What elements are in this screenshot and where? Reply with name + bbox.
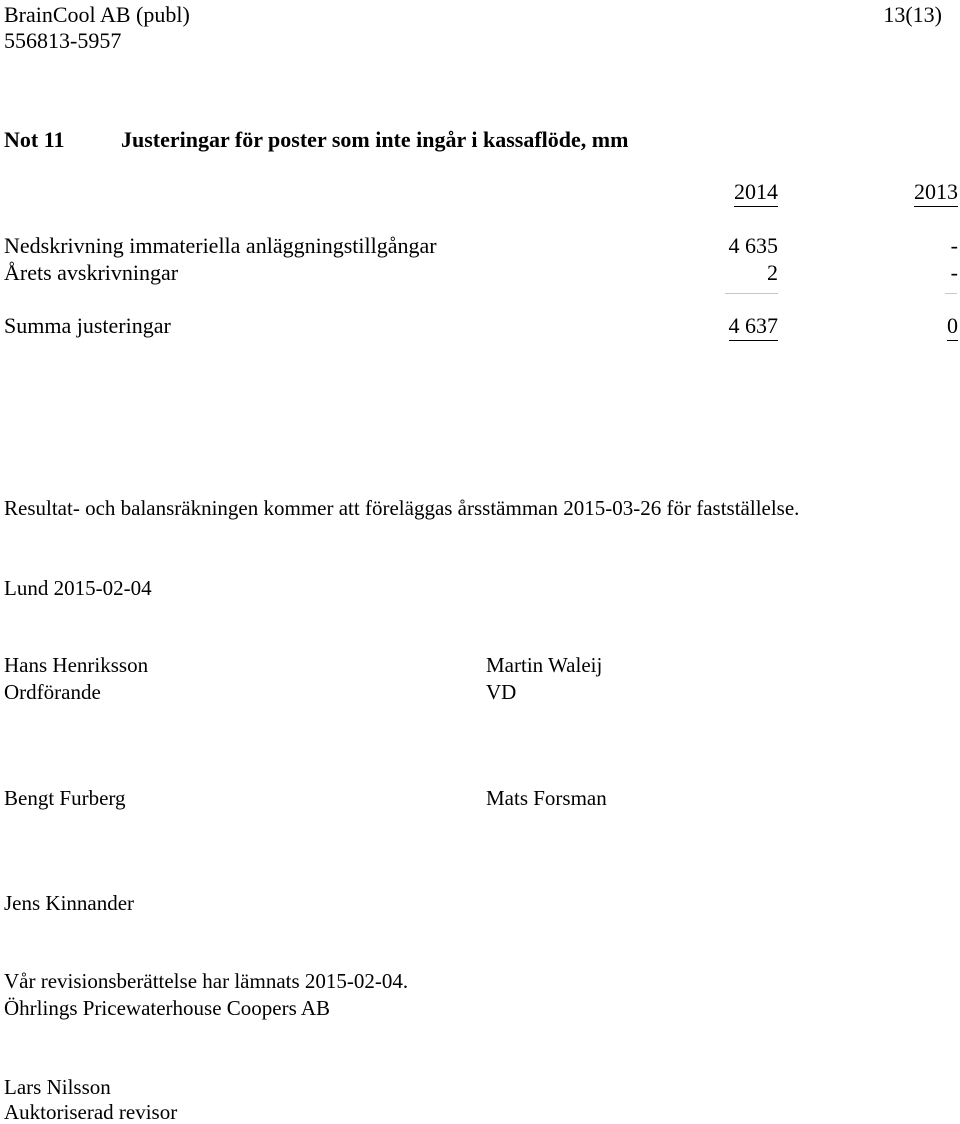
note-number: Not 11 <box>4 127 65 152</box>
row-value-2013: - <box>950 260 958 285</box>
place-date: Lund 2015-02-04 <box>4 576 152 600</box>
signatory-name: Martin Waleij <box>486 653 603 677</box>
year-header-2014 <box>734 181 778 203</box>
audit-statement: Vår revisionsberättelse har lämnats 2015-02-04. <box>4 969 409 993</box>
signatory-name: Jens Kinnander <box>4 891 135 915</box>
year-header-2013 <box>914 181 958 203</box>
org-number: 556813-5957 <box>4 28 122 53</box>
company-name: BrainCool AB (publ) <box>4 2 190 27</box>
subtotal-rule-2014 <box>725 293 778 294</box>
audit-firm: Öhrlings Pricewaterhouse Coopers AB <box>4 996 331 1020</box>
total-value-2014: 4 637 <box>729 313 779 341</box>
year-2013-label: 2013 <box>914 179 958 207</box>
signatory-title: Ordförande <box>4 680 101 704</box>
row-label: Nedskrivning immateriella anläggningstillgångar <box>4 233 437 258</box>
total-2013 <box>947 315 958 337</box>
total-2014 <box>729 315 779 337</box>
signatory-title: VD <box>486 680 517 704</box>
signatory-name: Hans Henriksson <box>4 653 149 677</box>
auditor-title: Auktoriserad revisor <box>4 1100 178 1124</box>
row-value-2014: 4 635 <box>728 233 778 258</box>
signatory-name: Mats Forsman <box>486 786 607 810</box>
total-value-2013: 0 <box>947 313 958 341</box>
row-label: Årets avskrivningar <box>4 260 179 285</box>
signatory-name: Bengt Furberg <box>4 786 126 810</box>
auditor-name: Lars Nilsson <box>4 1075 111 1099</box>
note-title: Justeringar för poster som inte ingår i kassaflöde, mm <box>121 127 629 152</box>
row-value-2013: - <box>950 233 958 258</box>
year-2014-label: 2014 <box>734 179 778 207</box>
subtotal-rule-2013 <box>945 293 957 294</box>
row-value-2014: 2 <box>767 260 778 285</box>
page-number: 13(13) <box>883 2 942 27</box>
total-label: Summa justeringar <box>4 313 171 338</box>
adoption-statement: Resultat- och balansräkningen kommer att föreläggas årsstämman 2015-03-26 för fastställelse. <box>4 496 800 520</box>
